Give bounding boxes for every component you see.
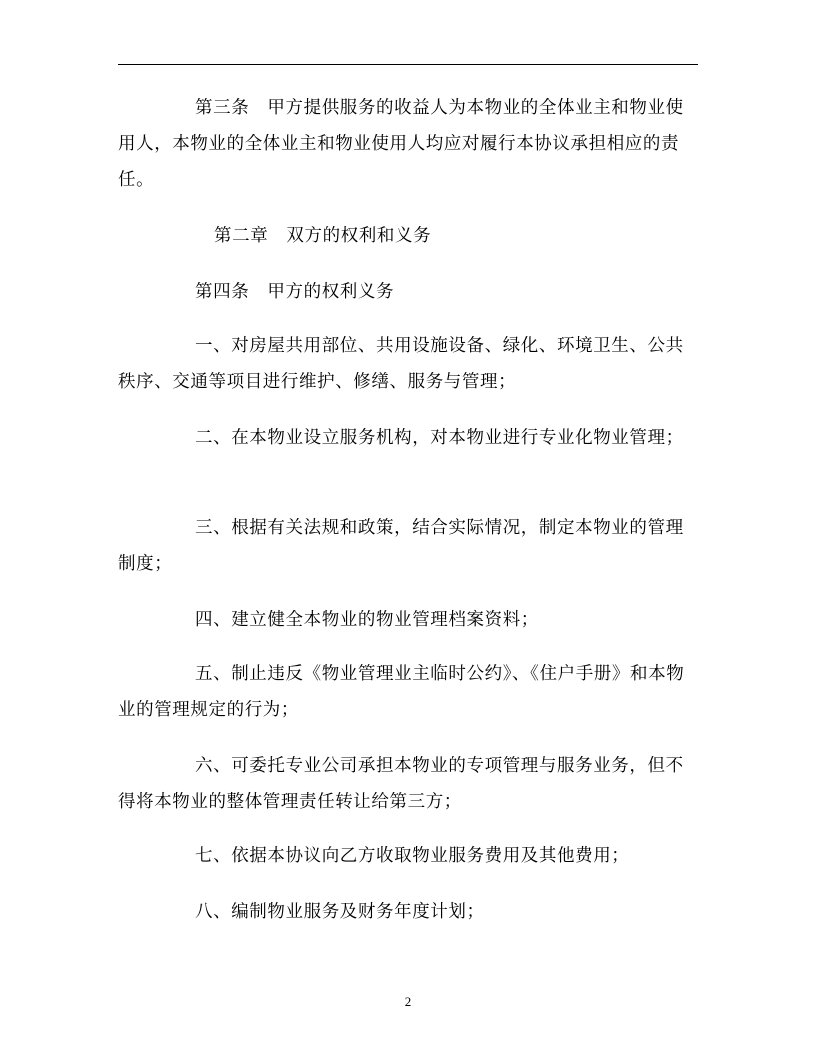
clause-5: 五、制止违反《物业管理业主临时公约》、《住户手册》和本物业的管理规定的行为；	[118, 664, 685, 720]
clause-7: 七、依据本协议向乙方收取物业服务费用及其他费用；	[195, 846, 630, 866]
page-number: 2	[404, 994, 412, 1009]
clause-6: 六、可委托专业公司承担本物业的专项管理与服务业务，但不得将本物业的整体管理责任转让给第三方；	[118, 756, 684, 812]
chapter-2-heading: 第二章 双方的权利和义务	[214, 226, 432, 246]
article-4-heading: 第四条 甲方的权利义务	[195, 282, 395, 302]
clause-4: 四、建立健全本物业的物业管理档案资料；	[195, 610, 539, 630]
clause-1: 一、对房屋共用部位、共用设施设备、绿化、环境卫生、公共秩序、交通等项目进行维护、修缮、服务与管理；	[118, 336, 684, 392]
clause-2: 二、在本物业设立服务机构，对本物业进行专业化物业管理；	[195, 428, 684, 448]
article-3-paragraph: 第三条 甲方提供服务的收益人为本物业的全体业主和物业使用人，本物业的全体业主和物业使用人均应对履行本协议承担相应的责任。	[118, 98, 684, 190]
clause-3: 三、根据有关法规和政策，结合实际情况，制定本物业的管理制度；	[118, 518, 684, 574]
header-rule	[118, 64, 698, 65]
clause-8: 八、编制物业服务及财务年度计划；	[195, 902, 485, 922]
